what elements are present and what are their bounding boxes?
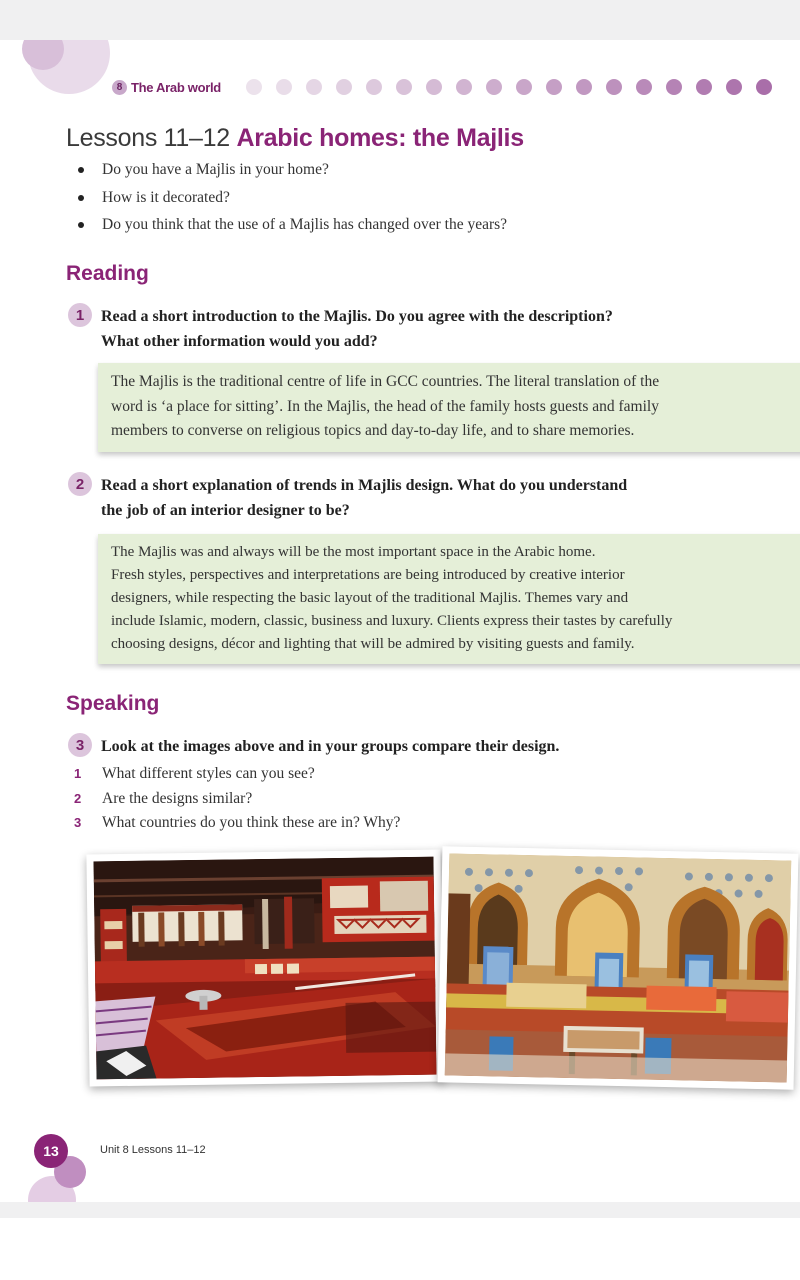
decorative-dot: [456, 79, 472, 95]
speaking-heading: Speaking: [66, 692, 160, 715]
question-number: 1: [74, 766, 82, 781]
reading-heading: Reading: [66, 262, 149, 285]
text-line: The Majlis is the traditional centre of life in GCC countries. The literal translation of the: [111, 373, 660, 390]
unit-number-badge: 8: [112, 80, 127, 95]
question-text: What countries do you think these are in? Why?: [102, 814, 401, 831]
instruction-line: What other information would you add?: [101, 333, 378, 350]
list-item: [74, 764, 400, 789]
exercise-2: [68, 473, 701, 523]
list-item: [74, 789, 400, 814]
list-item: [74, 813, 400, 838]
decorative-dot: [516, 79, 532, 95]
decorative-dot: [366, 79, 382, 95]
list-item: Do you think that the use of a Majlis has changed over the years?: [78, 215, 507, 243]
decorative-dot: [306, 79, 322, 95]
moroccan-majlis-image: [445, 853, 792, 1082]
speaking-questions: [74, 764, 400, 838]
instruction-line: Read a short explanation of trends in Majlis design. What do you understand: [101, 477, 628, 494]
exercise-number-badge: 1: [68, 303, 92, 327]
reading-text-box-2: [98, 534, 800, 664]
list-item: How is it decorated?: [78, 188, 507, 216]
decorative-dot: [396, 79, 412, 95]
exercise-instruction: Look at the images above and in your groups compare their design.: [101, 738, 560, 755]
lesson-topic: Arabic homes: the Majlis: [236, 124, 524, 152]
exercise-number-badge: 2: [68, 472, 92, 496]
textbook-page: [0, 40, 800, 1202]
unit-header: [112, 78, 221, 96]
footer-unit-label: Unit 8 Lessons 11–12: [100, 1144, 206, 1156]
text-line: members to converse on religious topics and day-to-day life, and to share memories.: [111, 422, 635, 439]
text-line: choosing designs, décor and lighting that will be admired by visiting guests and family.: [111, 636, 635, 652]
exercise-instruction: [101, 473, 701, 523]
next-page-edge: [0, 1218, 800, 1280]
list-item: Do you have a Majlis in your home?: [78, 160, 507, 188]
decorative-dot: [666, 79, 682, 95]
instruction-line: the job of an interior designer to be?: [101, 502, 350, 519]
page-number: 13: [34, 1134, 68, 1168]
decorative-dot: [636, 79, 652, 95]
decorative-dot: [546, 79, 562, 95]
reading-text-box-1: [98, 363, 800, 452]
text-line: The Majlis was and always will be the most important space in the Arabic home.: [111, 544, 596, 560]
decorative-dot: [756, 79, 772, 95]
decorative-dot: [576, 79, 592, 95]
question-text: Are the designs similar?: [102, 789, 253, 807]
exercise-1: [68, 304, 701, 354]
decorative-dot: [486, 79, 502, 95]
exercise-instruction: [101, 304, 701, 354]
question-number: 3: [74, 815, 82, 830]
decorative-dot: [726, 79, 742, 95]
text-line: Fresh styles, perspectives and interpretations are being introduced by creative interior: [111, 567, 625, 583]
exercise-3: [68, 734, 701, 759]
question-text: What different styles can you see?: [102, 765, 315, 782]
lesson-number: Lessons 11–12: [66, 124, 230, 152]
decorative-dot: [426, 79, 442, 95]
unit-title: The Arab world: [131, 79, 221, 95]
decorative-dot: [336, 79, 352, 95]
exercise-number-badge: 3: [68, 733, 92, 757]
instruction-line: Read a short introduction to the Majlis. Do you agree with the description?: [101, 308, 613, 325]
decorative-dot: [606, 79, 622, 95]
decorative-dot: [246, 79, 262, 95]
majlis-photo-traditional: [86, 850, 443, 1087]
text-line: designers, while respecting the basic layout of the traditional Majlis. Themes vary and: [111, 590, 629, 606]
question-number: 2: [74, 790, 82, 806]
decorative-dot-row: [246, 78, 786, 96]
text-line: word is ‘a place for sitting’. In the Majlis, the head of the family hosts guests and family: [111, 397, 659, 415]
lesson-title: [66, 124, 524, 153]
decorative-dot: [276, 79, 292, 95]
decorative-dot: [696, 79, 712, 95]
warm-up-questions: [78, 160, 507, 243]
majlis-photo-moroccan: [438, 846, 799, 1089]
text-line: include Islamic, modern, classic, business and luxury. Clients express their tastes by carefully: [111, 613, 673, 629]
traditional-majlis-image: [93, 857, 436, 1080]
